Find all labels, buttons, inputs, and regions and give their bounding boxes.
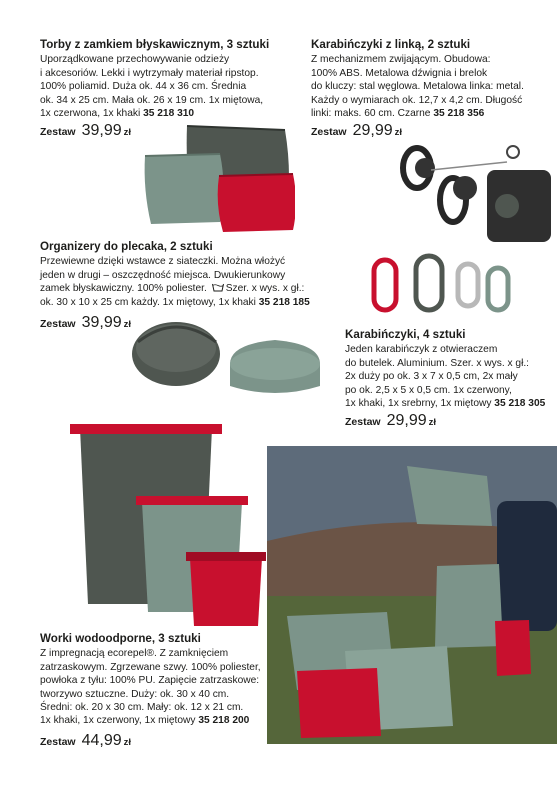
desc-line: Średni: ok. 20 x 30 cm. Mały: ok. 12 x 21 cm.: [40, 702, 244, 714]
price-tag: [40, 732, 131, 750]
product-retractable-carabiners: [311, 38, 551, 120]
organizers-image: [130, 316, 340, 406]
product-title: Worki wodoodporne, 3 sztuki: [40, 632, 201, 645]
price-value: 29,99: [352, 122, 393, 139]
desc-line: Szer. x wys. x gł.:: [225, 283, 305, 295]
price-value: 39,99: [81, 314, 122, 331]
product-title: Karabińczyki z linką, 2 sztuki: [311, 38, 471, 51]
dry-bags-image: [66, 422, 272, 634]
price-label: Zestaw: [40, 318, 76, 330]
product-backpack-organizers: [40, 240, 310, 309]
product-title: Torby z zamkiem błyskawicznym, 3 sztuki: [40, 38, 270, 51]
desc-line: 1x khaki, 1x czerwony, 1x miętowy: [40, 715, 196, 727]
desc-line: 2x duży po ok. 3 x 7 x 0,5 cm, 2x mały: [345, 371, 518, 383]
currency: zł: [123, 737, 132, 748]
product-carabiners: [345, 328, 550, 410]
currency: zł: [394, 127, 403, 138]
desc-line: linki: maks. 60 cm. Czarne: [311, 108, 431, 120]
desc-line: 100% ABS. Metalowa dźwignia i brelok: [311, 67, 488, 79]
product-title: Karabińczyki, 4 sztuki: [345, 328, 466, 341]
desc-line: Z mechanizmem zwijającym. Obudowa:: [311, 54, 491, 66]
price-tag: [345, 412, 436, 430]
desc-line: Każdy o wymiarach ok. 12,7 x 4,2 cm. Długość: [311, 94, 523, 106]
desc-line: i akcesoriów. Lekki i wytrzymały materiał ripstop.: [40, 67, 259, 79]
price-tag: [40, 314, 131, 332]
product-title: Organizery do plecaka, 2 sztuki: [40, 240, 213, 253]
desc-line: 1x czerwona, 1x khaki: [40, 108, 141, 120]
currency: zł: [428, 417, 437, 428]
price-value: 29,99: [386, 412, 427, 429]
desc-line: do butelek. Aluminium. Szer. x wys. x gł.:: [345, 357, 530, 369]
desc-line: po ok. 2,5 x 5 x 0,5 cm. 1x czerwony,: [345, 384, 512, 396]
article-number: 35 218 356: [433, 108, 485, 120]
desc-line: 1x khaki, 1x srebrny, 1x miętowy: [345, 398, 492, 410]
desc-line: Z impregnacją ecorepel®. Z zamknięciem: [40, 648, 229, 660]
price-label: Zestaw: [40, 126, 76, 138]
currency: zł: [123, 319, 132, 330]
price-value: 39,99: [81, 122, 122, 139]
price-label: Zestaw: [345, 416, 381, 428]
article-number: 35 218 185: [258, 296, 310, 308]
desc-line: ok. 34 x 25 cm. Mała ok. 26 x 19 cm. 1x miętowa,: [40, 94, 264, 106]
desc-line: powłoka z tyłu: 100% PU. Zapięcie zatrzaskowe:: [40, 675, 260, 687]
desc-line: tworzywo sztuczne. Duży: ok. 30 x 40 cm.: [40, 688, 230, 700]
desc-line: 100% poliamid. Duża ok. 44 x 36 cm. Średnia: [40, 81, 247, 93]
carabiners-image: [368, 252, 520, 314]
desc-line: Uporządkowane przechowywanie odzieży: [40, 54, 230, 66]
article-number: 35 218 200: [198, 715, 250, 727]
desc-line: Jeden karabińczyk z otwieraczem: [345, 344, 498, 356]
price-tag: [311, 122, 402, 140]
price-value: 44,99: [81, 732, 122, 749]
price-label: Zestaw: [311, 126, 347, 138]
outdoor-scene-image: [267, 446, 557, 744]
washing-30-icon: [212, 283, 224, 292]
price-tag: [40, 122, 131, 140]
currency: zł: [123, 127, 132, 138]
article-number: 35 218 310: [143, 108, 195, 120]
desc-line: zamek błyskawiczny. 100% poliester.: [40, 283, 207, 295]
product-zip-bags: [40, 38, 290, 120]
desc-line: ok. 30 x 10 x 25 cm każdy. 1x miętowy, 1x khaki: [40, 296, 256, 308]
product-dry-bags: [40, 632, 265, 728]
price-label: Zestaw: [40, 736, 76, 748]
desc-line: do kluczy: stal węglowa. Metalowa linka: metal.: [311, 81, 524, 93]
desc-line: jeden w drugi – oszczędność miejsca. Dwukierunkowy: [40, 269, 286, 281]
desc-line: zatrzaskowym. Zgrzewane szwy. 100% poliester,: [40, 661, 261, 673]
retractable-carabiners-image: [395, 140, 557, 248]
zip-bags-image: [135, 118, 295, 240]
desc-line: Przewiewne dzięki wstawce z siateczki. Można włożyć: [40, 256, 286, 268]
article-number: 35 218 305: [494, 398, 546, 410]
